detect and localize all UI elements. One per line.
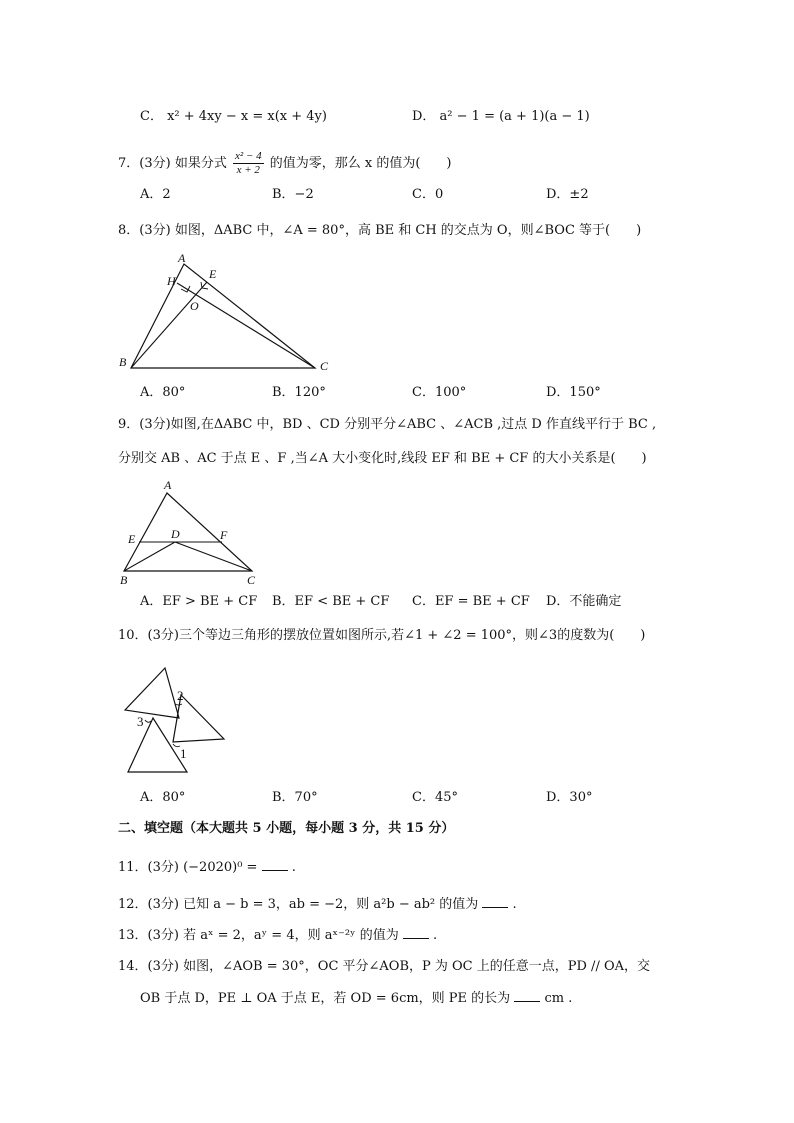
q7-option-b: B．−2 bbox=[272, 187, 314, 202]
q8-option-b: B．120° bbox=[272, 385, 326, 400]
q12-end: . bbox=[512, 897, 517, 912]
q12-stem: 12．(3分) 已知 a − b = 3，ab = −2，则 a²b − ab² 的值为 bbox=[118, 897, 479, 912]
q9-option-a: A．EF > BE + CF bbox=[140, 594, 258, 609]
q14-unit: cm . bbox=[544, 991, 573, 1006]
q11-end: . bbox=[291, 860, 296, 875]
q10-angle-1-arc bbox=[173, 744, 180, 747]
q9-option-c: C．EF = BE + CF bbox=[412, 594, 530, 609]
q9-option-d: D．不能确定 bbox=[546, 594, 622, 609]
question-14-line-2 bbox=[140, 989, 572, 1008]
question-7-stem bbox=[118, 150, 451, 177]
question-11 bbox=[118, 858, 296, 877]
q7-fraction-numerator: x² − 4 bbox=[234, 150, 262, 162]
q8-label-e: E bbox=[209, 267, 217, 281]
q8-label-b: B bbox=[119, 355, 127, 369]
q9-label-f: F bbox=[220, 528, 228, 542]
q9-label-a: A bbox=[164, 478, 172, 492]
q9-label-d: D bbox=[171, 527, 180, 541]
q10-label-2: 2 bbox=[177, 688, 184, 703]
q10-angle-3-arc bbox=[145, 720, 151, 722]
question-8-stem: 8．(3分) 如图，ΔABC 中，∠A = 80°，高 BE 和 CH 的交点为 O，则∠BOC 等于( ) bbox=[118, 223, 642, 238]
q13-stem: 13．(3分) 若 aˣ = 2，aʸ = 4，则 aˣ⁻²ʸ 的值为 bbox=[118, 928, 399, 943]
q8-label-c: C bbox=[320, 359, 329, 373]
q8-label-a: A bbox=[178, 251, 186, 265]
q8-option-a: A．80° bbox=[140, 385, 186, 400]
q10-label-3: 3 bbox=[137, 714, 144, 729]
question-9-stem-line-2: 分别交 AB 、AC 于点 E 、F ,当∠A 大小变化时,线段 EF 和 BE + CF 的大小关系是( ) bbox=[118, 451, 647, 466]
question-13 bbox=[118, 926, 437, 945]
q6-option-c: C． x² + 4xy − x = x(x + 4y) bbox=[140, 109, 327, 124]
section-2-heading: 二、填空题（本大题共 5 小题，每小题 3 分，共 15 分） bbox=[118, 821, 455, 836]
q12-answer-blank[interactable] bbox=[482, 895, 508, 908]
q13-end: . bbox=[432, 928, 438, 943]
q10-angle-2-arc bbox=[175, 704, 182, 705]
q9-label-c: C bbox=[247, 573, 256, 587]
q10-triangles-figure bbox=[115, 660, 240, 780]
q7-fraction-denominator: x + 2 bbox=[236, 164, 260, 176]
q14-answer-blank[interactable] bbox=[514, 989, 540, 1002]
q10-triangle-top-left bbox=[125, 668, 179, 718]
q10-option-c: C．45° bbox=[412, 790, 458, 805]
q10-option-a: A．80° bbox=[140, 790, 186, 805]
q7-stem-prefix: 7．(3分) 如果分式 bbox=[118, 156, 227, 171]
q7-stem-suffix: 的值为零，那么 x 的值为( ) bbox=[269, 156, 452, 171]
q7-option-d: D．±2 bbox=[546, 187, 589, 202]
q8-triangle-figure bbox=[110, 250, 350, 375]
q7-option-c: C．0 bbox=[412, 187, 444, 202]
q8-option-d: D．150° bbox=[546, 385, 601, 400]
question-10-stem: 10．(3分)三个等边三角形的摆放位置如图所示,若∠1 + ∠2 = 100°，则∠3的度数为( ) bbox=[118, 628, 646, 643]
question-12 bbox=[118, 895, 517, 914]
q9-option-b: B．EF < BE + CF bbox=[272, 594, 390, 609]
q10-option-d: D．30° bbox=[546, 790, 593, 805]
q6-option-d: D． a² − 1 = (a + 1)(a − 1) bbox=[412, 109, 590, 124]
q9-bisector-cd bbox=[175, 542, 252, 571]
q14-stem-line-2: OB 于点 D，PE ⊥ OA 于点 E，若 OD = 6cm，则 PE 的长为 bbox=[140, 991, 511, 1006]
q8-label-o: O bbox=[190, 299, 199, 313]
question-9-stem-line-1: 9．(3分)如图,在ΔABC 中，BD 、CD 分别平分∠ABC 、∠ACB ,过点 D 作直线平行于 BC , bbox=[118, 417, 657, 432]
q9-label-e: E bbox=[128, 532, 136, 546]
q7-option-a: A．2 bbox=[140, 187, 171, 202]
q8-altitude-ch bbox=[177, 283, 315, 368]
q10-option-b: B．70° bbox=[272, 790, 318, 805]
q7-fraction bbox=[233, 150, 264, 177]
q9-triangle-figure bbox=[115, 478, 265, 588]
q8-triangle-abc bbox=[131, 264, 315, 368]
q9-label-b: B bbox=[120, 573, 128, 587]
q8-label-h: H bbox=[167, 274, 176, 288]
q10-label-1: 1 bbox=[180, 746, 187, 761]
question-14-line-1: 14．(3分) 如图，∠AOB = 30°，OC 平分∠AOB，P 为 OC 上的任意一点，PD // OA，交 bbox=[118, 959, 650, 974]
q9-triangle-abc bbox=[124, 493, 252, 571]
q11-stem: 11．(3分) (−2020)⁰ = bbox=[118, 860, 258, 875]
q8-option-c: C．100° bbox=[412, 385, 467, 400]
q11-answer-blank[interactable] bbox=[262, 858, 288, 871]
q13-answer-blank[interactable] bbox=[403, 926, 429, 939]
